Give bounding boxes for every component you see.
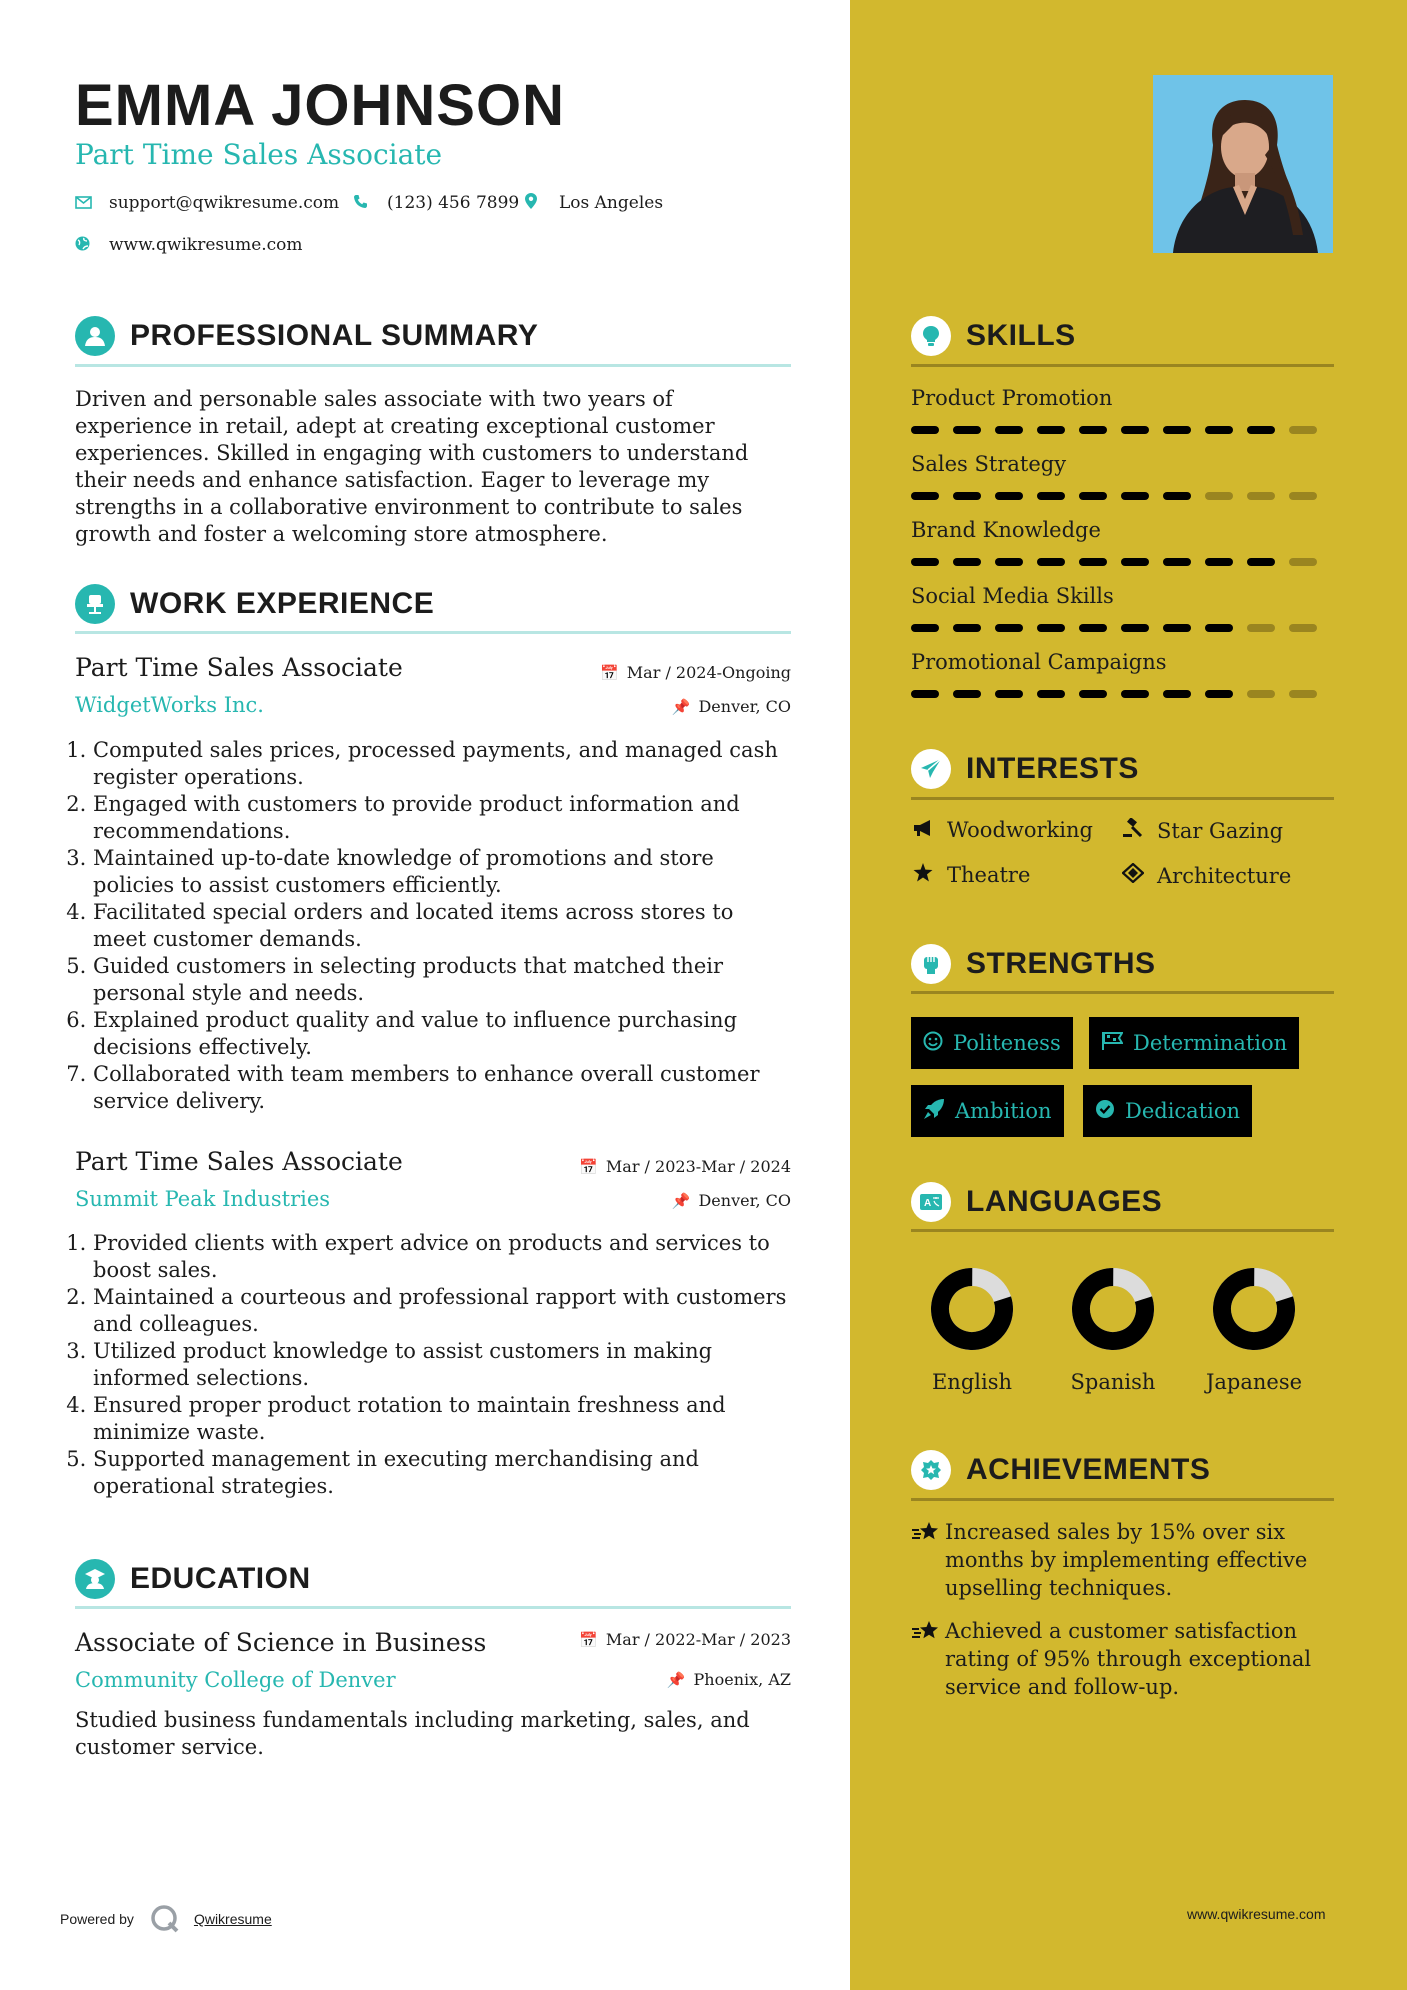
interest-label: Woodworking <box>947 818 1093 842</box>
job-title: Part Time Sales Associate <box>75 1147 403 1176</box>
skill-dash-filled <box>995 426 1023 434</box>
ticket-icon <box>1121 863 1145 888</box>
check-circle-icon <box>1095 1099 1115 1124</box>
education-heading <box>75 1559 311 1599</box>
skill-dash-filled <box>953 492 981 500</box>
skill-dash-filled <box>1205 690 1233 698</box>
interests-title: INTERESTS <box>966 752 1139 785</box>
strength-tag <box>911 1017 1073 1069</box>
skill-dash-filled <box>1163 558 1191 566</box>
summary-heading <box>75 316 538 356</box>
skill-dash-filled <box>953 558 981 566</box>
candidate-role: Part Time Sales Associate <box>75 138 443 171</box>
skill-dash-filled <box>1121 492 1149 500</box>
list-item: 1. Provided clients with expert advice on products and services to boost sales. <box>93 1230 791 1284</box>
skill-level-bar <box>911 558 1317 566</box>
skill-level-bar <box>911 492 1317 500</box>
job-location: 📌 Denver, CO <box>671 697 791 716</box>
email-contact[interactable] <box>75 193 339 213</box>
list-item: 4. Ensured proper product rotation to maintain freshness and minimize waste. <box>93 1392 791 1446</box>
experience-divider <box>75 631 791 634</box>
calendar-icon: 📅 <box>579 1631 598 1649</box>
interests-divider <box>911 797 1334 800</box>
shooting-star-icon <box>911 1619 945 1701</box>
language-proficiency-ring <box>1070 1266 1156 1352</box>
megaphone-icon <box>911 818 935 842</box>
skill-dash-filled <box>911 492 939 500</box>
education-date: 📅 Mar / 2022-Mar / 2023 <box>579 1630 791 1649</box>
skill-name: Promotional Campaigns <box>911 650 1167 674</box>
skill-dash-filled <box>995 624 1023 632</box>
job-date: 📅 Mar / 2024-Ongoing <box>600 663 791 682</box>
skill-dash-filled <box>1247 426 1275 434</box>
calendar-icon: 📅 <box>579 1158 598 1176</box>
pushpin-icon: 📌 <box>666 1671 686 1689</box>
list-item: 5. Guided customers in selecting products that matched their personal style and needs. <box>93 953 791 1007</box>
language-name: Spanish <box>1070 1370 1156 1394</box>
skill-dash-empty <box>1247 492 1275 500</box>
skill-dash-filled <box>1205 558 1233 566</box>
skill-dash-filled <box>911 558 939 566</box>
skill-level-bar <box>911 690 1317 698</box>
skill-name: Social Media Skills <box>911 584 1114 608</box>
list-item: 3. Maintained up-to-date knowledge of promotions and store policies to assist customers efficiently. <box>93 845 791 899</box>
interest-label: Theatre <box>947 863 1031 887</box>
translate-icon <box>911 1182 951 1222</box>
star-badge-icon <box>911 1450 951 1490</box>
strengths-divider <box>911 991 1334 994</box>
summary-text: Driven and personable sales associate with two years of experience in retail, adept at creating exceptional customer experiences. Skilled in engaging with customers to understand their needs and enhance satisfaction. Eager to leverage my strengths in a collaborative environment to contribute to sales growth and foster a welcoming store atmosphere. <box>75 387 749 546</box>
strength-label: Dedication <box>1125 1099 1241 1123</box>
skill-level-bar <box>911 426 1317 434</box>
gavel-icon <box>1121 818 1145 843</box>
education-divider <box>75 1606 791 1609</box>
skill-name: Product Promotion <box>911 386 1113 410</box>
skill-dash-empty <box>1289 492 1317 500</box>
skill-dash-filled <box>1079 492 1107 500</box>
interest-label: Star Gazing <box>1157 818 1284 843</box>
achievements-title: ACHIEVEMENTS <box>966 1453 1211 1486</box>
degree-title: Associate of Science in Business <box>75 1628 487 1657</box>
briefcase-chair-icon <box>75 584 115 624</box>
job-title: Part Time Sales Associate <box>75 653 403 682</box>
pushpin-icon: 📌 <box>671 698 691 716</box>
interests-heading <box>911 749 1139 789</box>
skill-dash-empty <box>1247 690 1275 698</box>
achievements-divider <box>911 1498 1334 1501</box>
interest-item <box>1121 818 1283 843</box>
candidate-name: EMMA JOHNSON <box>75 73 565 138</box>
list-item: 7. Collaborated with team members to enhance overall customer service delivery. <box>93 1061 791 1115</box>
skill-dash-empty <box>1289 690 1317 698</box>
phone-contact[interactable] <box>353 193 519 213</box>
list-item: 2. Maintained a courteous and professional rapport with customers and colleagues. <box>93 1284 791 1338</box>
location-text: Los Angeles <box>559 193 664 213</box>
skill-dash-filled <box>1205 624 1233 632</box>
phone-icon <box>353 194 373 213</box>
phone-text: (123) 456 7899 <box>387 193 520 213</box>
qwikresume-logo-icon <box>150 1904 180 1934</box>
summary-divider <box>75 364 791 367</box>
rocket-icon <box>923 1098 945 1125</box>
language-name: English <box>931 1370 1013 1394</box>
skill-dash-filled <box>1037 426 1065 434</box>
achievement-item <box>911 1518 1331 1602</box>
skill-dash-filled <box>1163 624 1191 632</box>
job-duties-list <box>75 1230 791 1500</box>
strengths-title: STRENGTHS <box>966 947 1156 980</box>
skill-dash-filled <box>1121 690 1149 698</box>
skill-level-bar <box>911 624 1317 632</box>
skill-dash-filled <box>1121 558 1149 566</box>
email-text: support@qwikresume.com <box>109 193 340 213</box>
skill-dash-filled <box>1079 558 1107 566</box>
list-item: 1. Computed sales prices, processed payments, and managed cash register operations. <box>93 737 791 791</box>
interest-item <box>911 818 1093 842</box>
calendar-icon: 📅 <box>600 664 619 682</box>
skill-dash-empty <box>1205 492 1233 500</box>
fist-icon <box>911 944 951 984</box>
company-name: Summit Peak Industries <box>75 1187 331 1211</box>
education-description: Studied business fundamentals including marketing, sales, and customer service. <box>75 1708 750 1759</box>
strength-tag <box>1089 1017 1299 1069</box>
job-date: 📅 Mar / 2023-Mar / 2024 <box>579 1157 791 1176</box>
smile-icon <box>923 1031 943 1056</box>
skill-dash-filled <box>1163 492 1191 500</box>
skill-dash-filled <box>1121 624 1149 632</box>
interest-item <box>911 863 1030 887</box>
skills-divider <box>911 364 1334 367</box>
language-proficiency-ring <box>1211 1266 1297 1352</box>
globe-icon <box>75 236 95 255</box>
skill-dash-filled <box>1037 558 1065 566</box>
skill-dash-filled <box>953 624 981 632</box>
powered-by-text: Powered by <box>60 1911 134 1927</box>
skills-heading <box>911 316 1076 356</box>
user-circle-icon <box>75 316 115 356</box>
graduate-icon <box>75 1559 115 1599</box>
skill-dash-filled <box>1205 426 1233 434</box>
skill-dash-filled <box>1037 690 1065 698</box>
language-name: Japanese <box>1205 1370 1303 1394</box>
list-item: 2. Engaged with customers to provide product information and recommendations. <box>93 791 791 845</box>
map-pin-icon <box>525 193 545 213</box>
skill-dash-filled <box>911 690 939 698</box>
job-duties-list <box>75 737 791 1115</box>
list-item: 6. Explained product quality and value to influence purchasing decisions effectively. <box>93 1007 791 1061</box>
lightbulb-icon <box>911 316 951 356</box>
skill-dash-empty <box>1289 558 1317 566</box>
skill-dash-filled <box>911 426 939 434</box>
achievements-heading <box>911 1450 1210 1490</box>
experience-title: WORK EXPERIENCE <box>130 587 435 620</box>
interest-label: Architecture <box>1157 863 1292 888</box>
skill-dash-filled <box>1121 426 1149 434</box>
skill-dash-filled <box>995 558 1023 566</box>
experience-heading <box>75 584 434 624</box>
languages-heading <box>911 1182 1162 1222</box>
strength-tag <box>1083 1085 1252 1137</box>
strength-label: Politeness <box>953 1031 1061 1055</box>
summary-title: PROFESSIONAL SUMMARY <box>130 319 539 352</box>
skill-dash-filled <box>995 690 1023 698</box>
skills-title: SKILLS <box>966 319 1076 352</box>
skill-name: Brand Knowledge <box>911 518 1101 542</box>
skill-dash-filled <box>1163 426 1191 434</box>
list-item: 3. Utilized product knowledge to assist customers in making informed selections. <box>93 1338 791 1392</box>
skill-name: Sales Strategy <box>911 452 1067 476</box>
website-text: www.qwikresume.com <box>109 235 303 255</box>
interest-item <box>1121 863 1291 888</box>
star-icon <box>911 863 935 887</box>
shooting-star-icon <box>911 1520 945 1602</box>
location-contact <box>525 193 663 213</box>
language-proficiency-ring <box>929 1266 1015 1352</box>
languages-divider <box>911 1229 1334 1232</box>
list-item: 4. Facilitated special orders and located items across stores to meet customer demands. <box>93 899 791 953</box>
skill-dash-empty <box>1289 624 1317 632</box>
achievement-text: Increased sales by 15% over six months by implementing effective upselling techniques. <box>945 1520 1308 1600</box>
skill-dash-filled <box>1079 690 1107 698</box>
company-name: WidgetWorks Inc. <box>75 693 264 717</box>
skill-dash-filled <box>1079 426 1107 434</box>
footer-website[interactable]: www.qwikresume.com <box>1187 1906 1326 1922</box>
strengths-heading <box>911 944 1156 984</box>
education-title: EDUCATION <box>130 1562 311 1595</box>
paper-plane-icon <box>911 749 951 789</box>
strength-label: Determination <box>1133 1031 1288 1055</box>
languages-title: LANGUAGES <box>966 1185 1163 1218</box>
strength-label: Ambition <box>955 1099 1052 1123</box>
achievement-text: Achieved a customer satisfaction rating of 95% through exceptional service and follow-up. <box>945 1619 1312 1699</box>
skill-dash-filled <box>1037 624 1065 632</box>
skill-dash-filled <box>1037 492 1065 500</box>
envelope-icon <box>75 194 95 213</box>
skill-dash-empty <box>1247 624 1275 632</box>
list-item: 5. Supported management in executing merchandising and operational strategies. <box>93 1446 791 1500</box>
education-location: 📌 Phoenix, AZ <box>666 1670 791 1689</box>
website-contact[interactable] <box>75 235 303 255</box>
job-location: 📌 Denver, CO <box>671 1191 791 1210</box>
skill-dash-filled <box>1163 690 1191 698</box>
strength-tag <box>911 1085 1064 1137</box>
skill-dash-filled <box>953 426 981 434</box>
flag-icon <box>1101 1031 1123 1056</box>
pushpin-icon: 📌 <box>671 1192 691 1210</box>
skill-dash-filled <box>953 690 981 698</box>
skill-dash-filled <box>1079 624 1107 632</box>
powered-by-footer <box>60 1904 272 1934</box>
svg-text:A: A <box>924 1198 932 1209</box>
skill-dash-filled <box>995 492 1023 500</box>
profile-photo <box>1153 75 1333 253</box>
achievement-item <box>911 1617 1331 1701</box>
skill-dash-empty <box>1289 426 1317 434</box>
school-name: Community College of Denver <box>75 1668 396 1692</box>
skill-dash-filled <box>1247 558 1275 566</box>
brand-link[interactable]: Qwikresume <box>193 1911 272 1927</box>
skill-dash-filled <box>911 624 939 632</box>
